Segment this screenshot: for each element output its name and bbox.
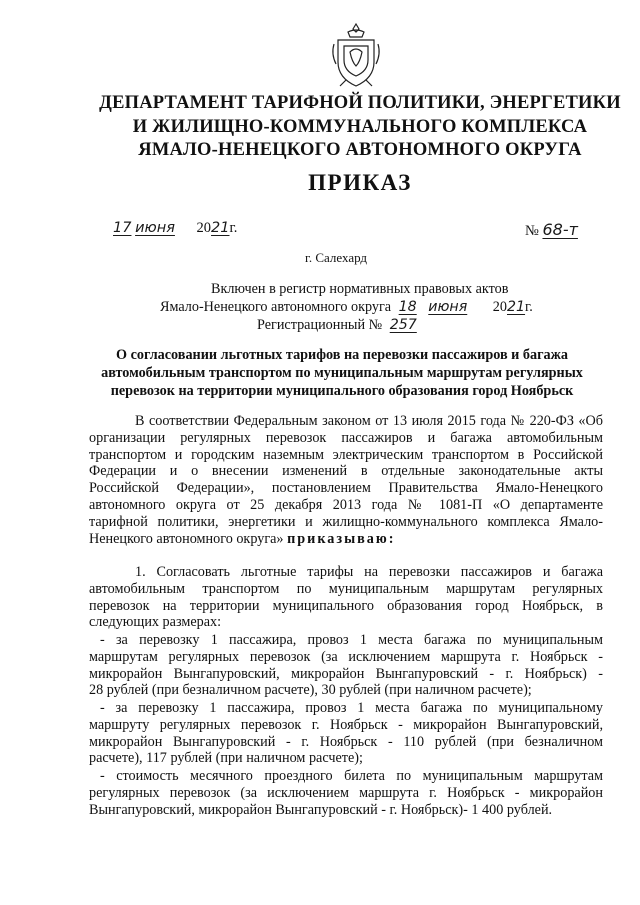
registry-year-suffix: 21 — [506, 299, 526, 315]
preamble-line: В соответствии Федеральным законом от 13 июля 2015 года № 220-ФЗ «Об — [135, 413, 603, 429]
coat-of-arms-icon — [330, 22, 382, 90]
department-name-line-1: ДЕПАРТАМЕНТ ТАРИФНОЙ ПОЛИТИКИ, ЭНЕРГЕТИКИ — [99, 93, 621, 113]
department-name-line-2: И ЖИЛИЩНО-КОММУНАЛЬНОГО КОМПЛЕКСА — [132, 117, 588, 137]
preamble-line: организации регулярных перевозок пассажиров и багажа автомобильным — [89, 429, 603, 446]
order-date-month: июня — [135, 220, 175, 236]
preamble-line: транспортом и городским наземным электрическим транспортом в Российской — [89, 446, 603, 463]
registry-date-suffix: г. — [525, 299, 533, 315]
item-line: - за перевозку 1 пассажира, провоз 1 места багажа по муниципальным — [100, 632, 603, 648]
registry-number-label: Регистрационный № — [257, 317, 383, 333]
clause-line: перевозок на территории муниципального образования город Ноябрьск, в — [89, 597, 603, 614]
registry-line-1: Включен в регистр нормативных правовых актов — [211, 281, 509, 297]
registry-day: 18 — [398, 299, 417, 315]
preamble-line: Федерации и о внесении изменений в отдельные законодательные акты — [89, 463, 603, 480]
tariff-item-3 — [89, 768, 603, 818]
clause-line: следующих размерах: — [89, 614, 222, 631]
registry-month: июня — [428, 299, 468, 315]
item-line: - за перевозку 1 пассажира, провоз 1 места багажа по муниципальному — [100, 700, 603, 716]
order-date-year-prefix: 20 — [196, 220, 212, 236]
item-line: регулярных перевозок (за исключением маршрута г. Ноябрьск - микрорайон — [89, 784, 603, 801]
preamble-line: Российской Федерации», постановлением Правительства Ямало-Ненецкого — [89, 480, 603, 497]
item-line: маршруту регулярных перевозок г. Ноябрьск - микрорайон Вынгапуровский, — [89, 716, 603, 733]
tariff-item-1 — [89, 632, 603, 699]
item-line: микрорайон Вынгапуровский, микрорайон Вынгапуровский - г. Ноябрьск) - — [89, 665, 603, 682]
clause-1 — [89, 564, 603, 631]
registry-number-value: 257 — [389, 317, 417, 333]
order-date-suffix: г. — [229, 220, 238, 236]
tariff-item-2 — [89, 700, 603, 767]
subject-line-3: перевозок на территории муниципального образования город Ноябрьск — [110, 383, 574, 399]
order-title: ПРИКАЗ — [308, 170, 412, 195]
order-number-label: № — [525, 223, 539, 239]
registry-region: Ямало-Ненецкого автономного округа — [160, 299, 392, 315]
item-line: 28 рублей (при безналичном расчете), 30 рублей (при наличном расчете); — [89, 682, 532, 699]
order-date — [113, 220, 237, 237]
registry-line-2 — [160, 299, 533, 316]
item-line: Вынгапуровский, микрорайон Вынгапуровский - г. Ноябрьск)- 1 400 рублей. — [89, 801, 553, 818]
preamble-line: тарифной политики, энергетики и жилищно-коммунального комплекса Ямало- — [89, 513, 603, 530]
clause-line: 1. Согласовать льготные тарифы на перевозки пассажиров и багажа — [135, 564, 603, 580]
item-line: микрорайон Вынгапуровский - г. Ноябрьск - 110 рублей (при безналичном — [89, 733, 603, 750]
department-name-line-3: ЯМАЛО-НЕНЕЦКОГО АВТОНОМНОГО ОКРУГА — [138, 140, 582, 160]
item-line: - стоимость месячного проездного билета по муниципальным маршрутам — [100, 768, 603, 784]
order-number — [525, 220, 578, 240]
preamble-last-line — [89, 531, 603, 548]
preamble-paragraph — [89, 413, 603, 547]
order-city: г. Салехард — [305, 250, 368, 265]
order-date-year-suffix: 21 — [211, 220, 230, 236]
subject-line-2: автомобильным транспортом по муниципальным маршрутам регулярных — [101, 365, 583, 381]
subject-line-1: О согласовании льготных тарифов на перевозки пассажиров и багажа — [116, 347, 568, 363]
preamble-last-text: Ненецкого автономного округа» — [89, 530, 284, 547]
registry-year-prefix: 20 — [492, 299, 507, 315]
registry-number — [257, 317, 447, 334]
clause-line: автомобильным транспортом по муниципальным маршрутам регулярных — [89, 580, 603, 597]
order-number-value: 68-т — [542, 220, 578, 239]
order-command: приказываю: — [287, 530, 396, 547]
preamble-line: автономного округа от 25 декабря 2013 года № 1081-П «О департаменте — [89, 496, 603, 513]
item-line: расчете), 117 рублей (при наличном расчете); — [89, 750, 363, 767]
order-date-day: 17 — [113, 220, 132, 236]
item-line: маршрутам регулярных перевозок (за исключением маршрута г. Ноябрьск - — [89, 648, 603, 665]
